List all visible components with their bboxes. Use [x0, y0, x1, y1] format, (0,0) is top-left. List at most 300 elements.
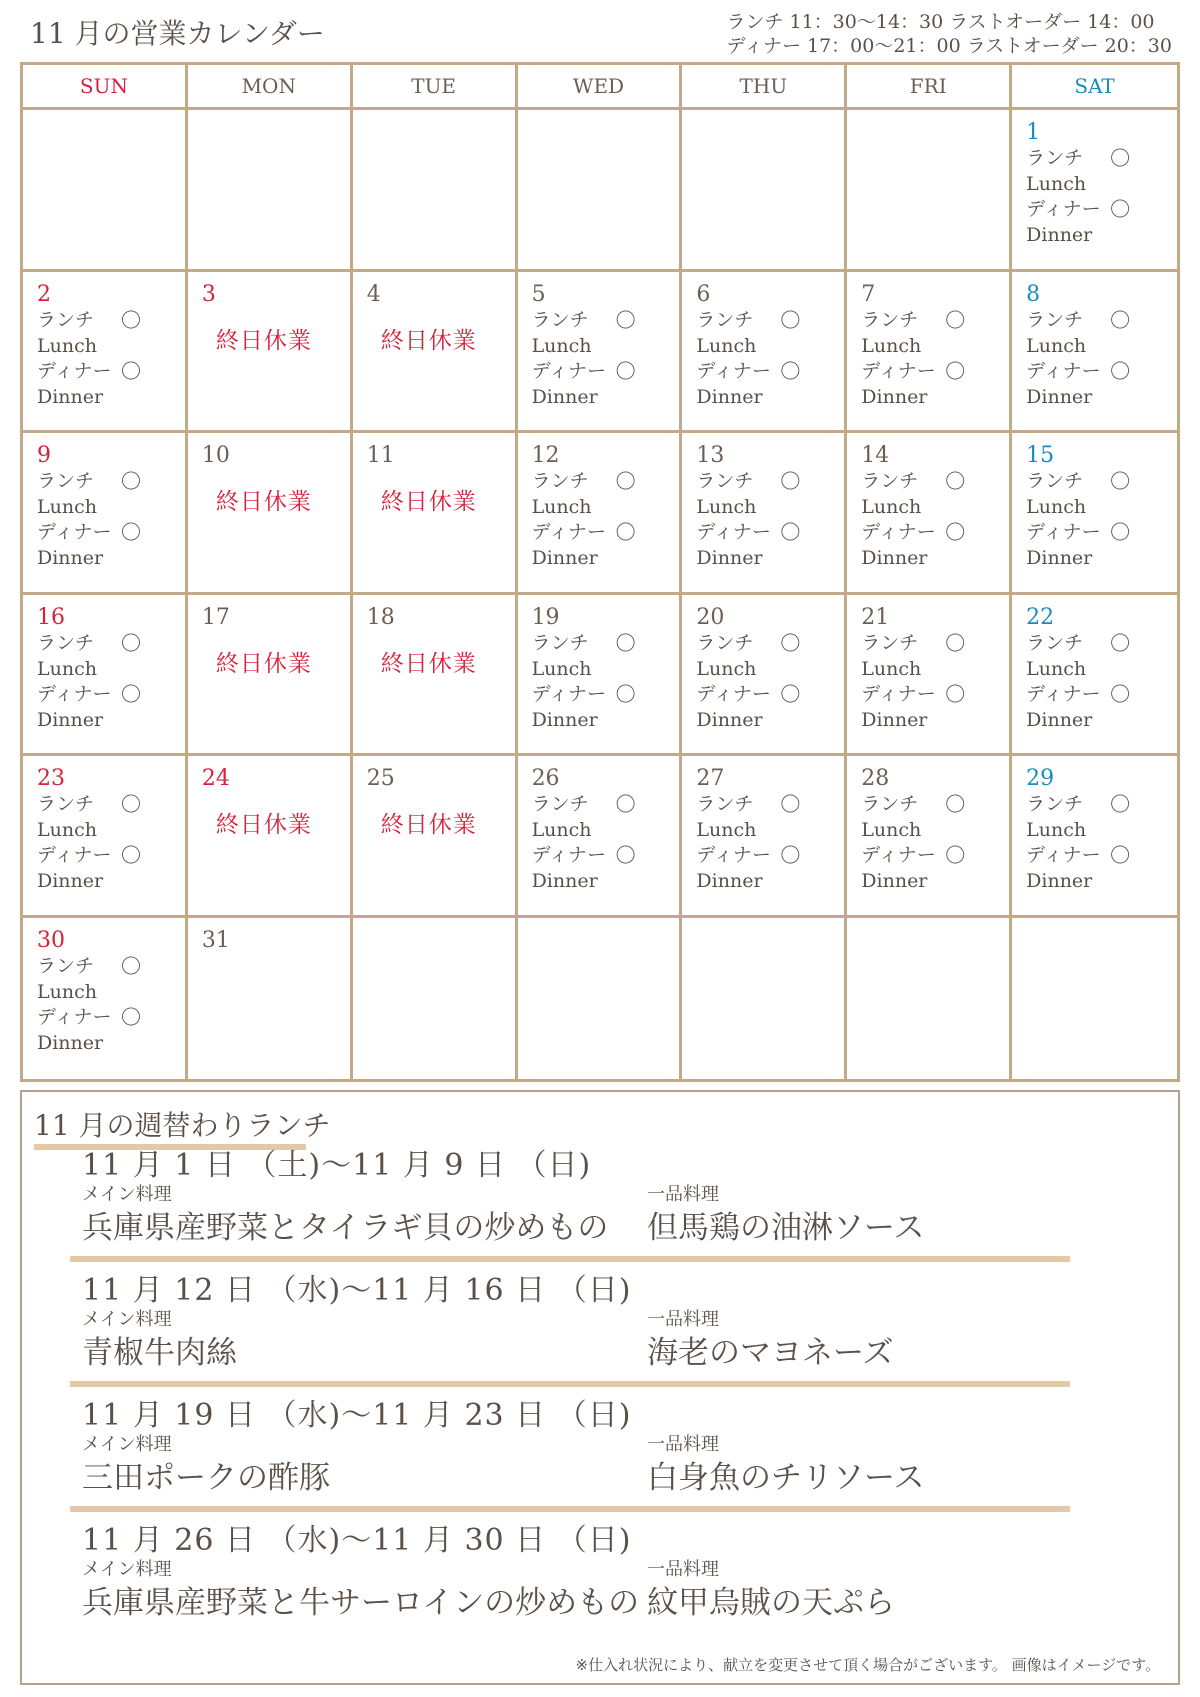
- lunch-hours: ランチ 11：30〜14：30 ラストオーダー 14：00: [726, 11, 1155, 33]
- lunch-status: [37, 792, 141, 817]
- dinner-label: ディナー: [861, 844, 936, 866]
- closed-label: 終日休業: [215, 327, 312, 354]
- lunch-status: [696, 308, 800, 333]
- open-mark-icon: 〇: [945, 843, 966, 867]
- lunch-status: [37, 631, 141, 656]
- open-mark-icon: 〇: [945, 681, 966, 706]
- side-dish-label: 一品料理: [647, 1309, 719, 1330]
- side-dish: [647, 1184, 924, 1250]
- main-dish: [82, 1559, 639, 1625]
- open-mark-icon: 〇: [1110, 792, 1131, 816]
- lunch-en-label: Lunch: [1026, 657, 1087, 680]
- day-number: 28: [861, 766, 890, 791]
- lunch-status: [861, 792, 965, 817]
- open-mark-icon: 〇: [780, 358, 801, 383]
- open-mark-icon: 〇: [945, 307, 966, 332]
- open-mark-icon: 〇: [615, 307, 636, 332]
- dinner-label: ディナー: [531, 359, 607, 382]
- day-number: 15: [1026, 443, 1055, 468]
- open-mark-icon: 〇: [1110, 630, 1131, 655]
- main-dish-name: 三田ポークの酢豚: [82, 1460, 330, 1496]
- day-number: 13: [696, 443, 725, 468]
- dinner-status: [861, 682, 965, 707]
- dinner-status: [696, 843, 800, 868]
- day-cell-30: [23, 918, 188, 1080]
- dinner-label: ディナー: [696, 844, 771, 866]
- weekday-mon: MON: [188, 65, 353, 107]
- lunch-status: [861, 631, 965, 656]
- lunch-label: ランチ: [531, 631, 589, 654]
- day-cell-7: [847, 272, 1012, 434]
- dinner-en-label: Dinner: [37, 385, 104, 408]
- open-mark-icon: 〇: [121, 953, 141, 978]
- lunch-label: ランチ: [1026, 147, 1084, 169]
- day-number: 9: [37, 443, 51, 468]
- dinner-label: ディナー: [37, 1005, 112, 1028]
- empty-cell: [518, 110, 683, 272]
- lunch-en-label: Lunch: [37, 334, 97, 357]
- open-mark-icon: 〇: [615, 843, 636, 867]
- closed-label: 終日休業: [215, 812, 312, 838]
- day-cell-17: [188, 595, 353, 757]
- weekday-fri: FRI: [847, 65, 1012, 107]
- main-dish-name: 兵庫県産野菜とタイラギ貝の炒めもの: [82, 1210, 609, 1246]
- dinner-status: [37, 682, 141, 707]
- side-dish-label: 一品料理: [647, 1184, 719, 1205]
- side-dish-label: 一品料理: [647, 1559, 719, 1580]
- dinner-en-label: Dinner: [1026, 708, 1093, 731]
- open-mark-icon: 〇: [945, 792, 966, 816]
- empty-cell: [847, 110, 1012, 272]
- menu-week-2: [82, 1265, 1082, 1387]
- dinner-label: ディナー: [696, 359, 771, 382]
- lunch-en-label: Lunch: [696, 657, 757, 680]
- open-mark-icon: 〇: [615, 681, 636, 706]
- dinner-label: ディナー: [696, 682, 771, 705]
- lunch-label: ランチ: [861, 631, 919, 654]
- open-mark-icon: 〇: [780, 469, 801, 493]
- week-divider: [70, 1256, 1070, 1262]
- lunch-en-label: Lunch: [696, 334, 757, 357]
- open-mark-icon: 〇: [945, 358, 966, 383]
- dinner-status: [861, 843, 965, 868]
- lunch-label: ランチ: [1026, 631, 1084, 654]
- weekday-wed: WED: [518, 65, 683, 107]
- day-cell-24: [188, 756, 353, 918]
- weekday-sun: SUN: [23, 65, 188, 107]
- lunch-status: [696, 469, 800, 494]
- lunch-en-label: Lunch: [1026, 819, 1087, 841]
- day-cell-21: [847, 595, 1012, 757]
- day-cell-20: [682, 595, 847, 757]
- day-number: 6: [696, 281, 711, 307]
- open-mark-icon: 〇: [780, 792, 801, 816]
- lunch-status: [1026, 631, 1130, 656]
- day-number: 5: [531, 281, 546, 307]
- closed-label: 終日休業: [215, 650, 312, 677]
- lunch-status: [532, 631, 636, 656]
- calendar: [20, 62, 1180, 1082]
- dinner-status: [532, 359, 636, 384]
- open-mark-icon: 〇: [945, 630, 966, 655]
- lunch-en-label: Lunch: [861, 657, 922, 680]
- dinner-en-label: Dinner: [37, 870, 104, 892]
- day-cell-27: [682, 756, 847, 918]
- lunch-label: ランチ: [37, 631, 95, 654]
- day-cell-6: [682, 272, 847, 434]
- weekly-lunch-menu: [20, 1090, 1180, 1685]
- day-number: 18: [366, 604, 395, 630]
- day-number: 24: [201, 766, 230, 791]
- dinner-en-label: Dinner: [531, 385, 598, 408]
- weekday-header: [23, 65, 1177, 110]
- lunch-label: ランチ: [37, 470, 95, 492]
- lunch-label: ランチ: [861, 793, 919, 815]
- lunch-en-label: Lunch: [861, 334, 922, 357]
- day-number: 29: [1026, 766, 1055, 791]
- open-mark-icon: 〇: [121, 1004, 141, 1029]
- lunch-label: ランチ: [531, 470, 589, 492]
- dinner-label: ディナー: [531, 682, 607, 705]
- menu-week-4: [82, 1515, 1082, 1637]
- lunch-label: ランチ: [37, 954, 95, 977]
- dinner-en-label: Dinner: [1026, 547, 1093, 569]
- day-cell-13: [682, 433, 847, 595]
- dinner-en-label: Dinner: [531, 547, 598, 569]
- lunch-en-label: Lunch: [1026, 334, 1087, 357]
- day-number: 12: [531, 443, 560, 468]
- day-cell-18: [353, 595, 518, 757]
- day-number: 7: [861, 281, 876, 307]
- lunch-status: [37, 469, 141, 494]
- day-cell-15: [1012, 433, 1177, 595]
- lunch-en-label: Lunch: [696, 819, 757, 841]
- dinner-label: ディナー: [37, 682, 112, 705]
- open-mark-icon: 〇: [121, 681, 141, 706]
- calendar-grid: [23, 110, 1177, 1079]
- open-mark-icon: 〇: [780, 843, 801, 867]
- day-cell-3: [188, 272, 353, 434]
- day-number: 22: [1026, 604, 1055, 630]
- day-cell-2: [23, 272, 188, 434]
- dinner-label: ディナー: [861, 682, 936, 705]
- dinner-en-label: Dinner: [696, 870, 763, 892]
- day-number: 25: [366, 766, 395, 791]
- open-mark-icon: 〇: [780, 681, 801, 706]
- dinner-label: ディナー: [1026, 682, 1101, 705]
- lunch-en-label: Lunch: [531, 334, 592, 357]
- day-number: 23: [37, 766, 65, 791]
- lunch-label: ランチ: [1026, 308, 1084, 331]
- dinner-status: [1026, 520, 1130, 545]
- dinner-status: [532, 843, 636, 868]
- empty-cell: [353, 110, 518, 272]
- main-dish-label: メイン料理: [82, 1434, 172, 1455]
- menu-note: ※仕入れ状況により、献立を変更させて頂く場合がございます。 画像はイメージです。: [575, 1656, 1160, 1674]
- day-cell-11: [353, 433, 518, 595]
- lunch-status: [1026, 469, 1130, 494]
- lunch-label: ランチ: [861, 470, 919, 492]
- lunch-label: ランチ: [696, 308, 754, 331]
- side-dish-name: 海老のマヨネーズ: [647, 1335, 894, 1371]
- lunch-en-label: Lunch: [696, 496, 757, 518]
- open-mark-icon: 〇: [121, 307, 141, 332]
- side-dish-name: 紋甲烏賊の天ぷら: [647, 1585, 895, 1621]
- lunch-en-label: Lunch: [531, 819, 592, 841]
- day-cell-16: [23, 595, 188, 757]
- dinner-label: ディナー: [531, 521, 607, 543]
- open-mark-icon: 〇: [615, 520, 636, 544]
- menu-week-1: [82, 1140, 1082, 1262]
- main-dish-name: 青椒牛肉絲: [82, 1335, 237, 1371]
- day-number: 2: [37, 281, 51, 307]
- open-mark-icon: 〇: [121, 843, 141, 867]
- lunch-en-label: Lunch: [861, 819, 922, 841]
- weekday-thu: THU: [682, 65, 847, 107]
- open-mark-icon: 〇: [1110, 469, 1131, 493]
- dinner-en-label: Dinner: [696, 547, 763, 569]
- week-date-range: 11 月 1 日 （土)〜11 月 9 日 （日): [82, 1148, 592, 1183]
- lunch-label: ランチ: [1026, 470, 1084, 492]
- open-mark-icon: 〇: [121, 469, 141, 493]
- open-mark-icon: 〇: [945, 520, 966, 544]
- open-mark-icon: 〇: [1110, 197, 1131, 221]
- day-number: 19: [531, 604, 560, 630]
- week-date-range: 11 月 12 日 （水)〜11 月 16 日 （日): [82, 1273, 632, 1308]
- day-cell-22: [1012, 595, 1177, 757]
- dinner-status: [1026, 359, 1130, 384]
- dinner-label: ディナー: [1026, 844, 1101, 866]
- dinner-status: [532, 682, 636, 707]
- closed-label: 終日休業: [380, 489, 477, 515]
- day-cell-1: [1012, 110, 1177, 272]
- lunch-status: [37, 954, 141, 979]
- weekday-tue: TUE: [353, 65, 518, 107]
- empty-cell: [847, 918, 1012, 1080]
- main-dish-label: メイン料理: [82, 1184, 172, 1205]
- business-hours: [726, 10, 1172, 58]
- closed-label: 終日休業: [380, 327, 477, 354]
- empty-cell: [518, 918, 683, 1080]
- dinner-label: ディナー: [37, 359, 112, 382]
- page-title: 11 月の営業カレンダー: [30, 17, 325, 50]
- lunch-status: [37, 308, 141, 333]
- side-dish: [647, 1434, 924, 1500]
- day-cell-28: [847, 756, 1012, 918]
- open-mark-icon: 〇: [780, 520, 801, 544]
- dinner-status: [37, 843, 141, 868]
- open-mark-icon: 〇: [121, 630, 141, 655]
- lunch-en-label: Lunch: [1026, 496, 1087, 518]
- dinner-label: ディナー: [531, 844, 607, 866]
- lunch-status: [532, 469, 636, 494]
- dinner-en-label: Dinner: [861, 385, 928, 408]
- dinner-en-label: Dinner: [531, 870, 598, 892]
- lunch-status: [532, 792, 636, 817]
- open-mark-icon: 〇: [1110, 843, 1131, 867]
- lunch-status: [1026, 308, 1130, 333]
- side-dish-label: 一品料理: [647, 1434, 719, 1455]
- closed-label: 終日休業: [215, 489, 312, 515]
- dinner-status: [37, 520, 141, 545]
- week-dishes: [82, 1184, 1082, 1262]
- day-cell-19: [518, 595, 683, 757]
- main-dish: [82, 1184, 608, 1250]
- side-dish: [647, 1309, 893, 1375]
- day-number: 8: [1026, 281, 1041, 307]
- lunch-en-label: Lunch: [531, 657, 592, 680]
- main-dish-label: メイン料理: [82, 1559, 172, 1580]
- side-dish: [647, 1559, 895, 1625]
- lunch-label: ランチ: [37, 308, 95, 331]
- open-mark-icon: 〇: [1110, 520, 1131, 544]
- main-dish: [82, 1309, 237, 1375]
- dinner-en-label: Dinner: [861, 547, 928, 569]
- empty-cell: [1012, 918, 1177, 1080]
- dinner-hours: ディナー 17：00〜21：00 ラストオーダー 20：30: [726, 35, 1172, 57]
- empty-cell: [23, 110, 188, 272]
- dinner-en-label: Dinner: [696, 708, 763, 731]
- lunch-status: [1026, 792, 1130, 817]
- main-dish-label: メイン料理: [82, 1309, 172, 1330]
- day-number: 30: [37, 927, 65, 953]
- lunch-en-label: Lunch: [37, 980, 97, 1003]
- dinner-en-label: Dinner: [37, 708, 104, 731]
- empty-cell: [188, 110, 353, 272]
- week-dishes: [82, 1559, 1082, 1637]
- day-cell-9: [23, 433, 188, 595]
- day-cell-5: [518, 272, 683, 434]
- dinner-en-label: Dinner: [861, 708, 928, 731]
- main-dish: [82, 1434, 330, 1500]
- day-number: 20: [696, 604, 725, 630]
- lunch-en-label: Lunch: [1026, 173, 1087, 195]
- dinner-label: ディナー: [861, 359, 936, 382]
- dinner-en-label: Dinner: [861, 870, 928, 892]
- lunch-label: ランチ: [37, 793, 95, 815]
- day-cell-29: [1012, 756, 1177, 918]
- lunch-label: ランチ: [1026, 793, 1084, 815]
- empty-cell: [682, 918, 847, 1080]
- day-number: 17: [201, 604, 230, 630]
- lunch-label: ランチ: [531, 793, 589, 815]
- main-dish-name: 兵庫県産野菜と牛サーロインの炒めもの: [82, 1585, 640, 1621]
- lunch-status: [861, 469, 965, 494]
- lunch-en-label: Lunch: [37, 657, 97, 680]
- menu-week-3: [82, 1390, 1082, 1512]
- open-mark-icon: 〇: [1110, 358, 1131, 383]
- dinner-status: [861, 359, 965, 384]
- dinner-en-label: Dinner: [37, 1031, 104, 1054]
- dinner-label: ディナー: [696, 521, 771, 543]
- dinner-status: [532, 520, 636, 545]
- lunch-label: ランチ: [531, 308, 589, 331]
- open-mark-icon: 〇: [121, 792, 141, 816]
- lunch-status: [696, 792, 800, 817]
- open-mark-icon: 〇: [615, 469, 636, 493]
- day-cell-10: [188, 433, 353, 595]
- dinner-status: [696, 359, 800, 384]
- dinner-label: ディナー: [37, 521, 112, 543]
- closed-label: 終日休業: [380, 650, 477, 677]
- week-divider: [70, 1506, 1070, 1512]
- day-number: 14: [861, 443, 890, 468]
- week-date-range: 11 月 19 日 （水)〜11 月 23 日 （日): [82, 1398, 632, 1433]
- day-cell-23: [23, 756, 188, 918]
- lunch-status: [1026, 146, 1130, 171]
- side-dish-name: 白身魚のチリソース: [647, 1460, 925, 1496]
- open-mark-icon: 〇: [945, 469, 966, 493]
- lunch-label: ランチ: [861, 308, 919, 331]
- day-number: 3: [201, 281, 216, 307]
- day-cell-14: [847, 433, 1012, 595]
- side-dish-name: 但馬鶏の油淋ソース: [647, 1210, 925, 1246]
- open-mark-icon: 〇: [121, 358, 141, 383]
- week-date-range: 11 月 26 日 （水)〜11 月 30 日 （日): [82, 1523, 632, 1558]
- day-number: 27: [696, 766, 725, 791]
- dinner-status: [37, 359, 141, 384]
- week-dishes: [82, 1434, 1082, 1512]
- day-number: 31: [201, 927, 230, 953]
- dinner-status: [1026, 682, 1130, 707]
- day-number: 16: [37, 604, 65, 630]
- day-number: 1: [1026, 120, 1041, 145]
- lunch-en-label: Lunch: [37, 819, 97, 841]
- day-cell-12: [518, 433, 683, 595]
- dinner-en-label: Dinner: [1026, 870, 1093, 892]
- dinner-en-label: Dinner: [1026, 224, 1093, 246]
- open-mark-icon: 〇: [615, 792, 636, 816]
- lunch-label: ランチ: [696, 793, 754, 815]
- open-mark-icon: 〇: [1110, 307, 1131, 332]
- day-number: 10: [201, 443, 230, 468]
- empty-cell: [353, 918, 518, 1080]
- open-mark-icon: 〇: [615, 630, 636, 655]
- dinner-en-label: Dinner: [531, 708, 598, 731]
- lunch-status: [861, 308, 965, 333]
- day-number: 21: [861, 604, 890, 630]
- dinner-status: [861, 520, 965, 545]
- lunch-label: ランチ: [696, 470, 754, 492]
- dinner-status: [1026, 843, 1130, 868]
- lunch-en-label: Lunch: [531, 496, 592, 518]
- open-mark-icon: 〇: [615, 358, 636, 383]
- open-mark-icon: 〇: [1110, 681, 1131, 706]
- empty-cell: [682, 110, 847, 272]
- lunch-en-label: Lunch: [37, 496, 97, 518]
- open-mark-icon: 〇: [780, 307, 801, 332]
- closed-label: 終日休業: [380, 812, 477, 838]
- day-number: 4: [366, 281, 381, 307]
- day-cell-8: [1012, 272, 1177, 434]
- open-mark-icon: 〇: [121, 520, 141, 544]
- day-cell-25: [353, 756, 518, 918]
- dinner-en-label: Dinner: [696, 385, 763, 408]
- dinner-label: ディナー: [1026, 359, 1101, 382]
- dinner-label: ディナー: [861, 521, 936, 543]
- week-divider: [70, 1381, 1070, 1387]
- weekday-sat: SAT: [1074, 74, 1115, 98]
- lunch-label: ランチ: [696, 631, 754, 654]
- day-cell-31: [188, 918, 353, 1080]
- dinner-status: [1026, 197, 1130, 222]
- open-mark-icon: 〇: [780, 630, 801, 655]
- open-mark-icon: 〇: [1110, 146, 1131, 170]
- dinner-label: ディナー: [37, 844, 112, 866]
- dinner-label: ディナー: [1026, 198, 1101, 220]
- day-cell-4: [353, 272, 518, 434]
- dinner-status: [696, 520, 800, 545]
